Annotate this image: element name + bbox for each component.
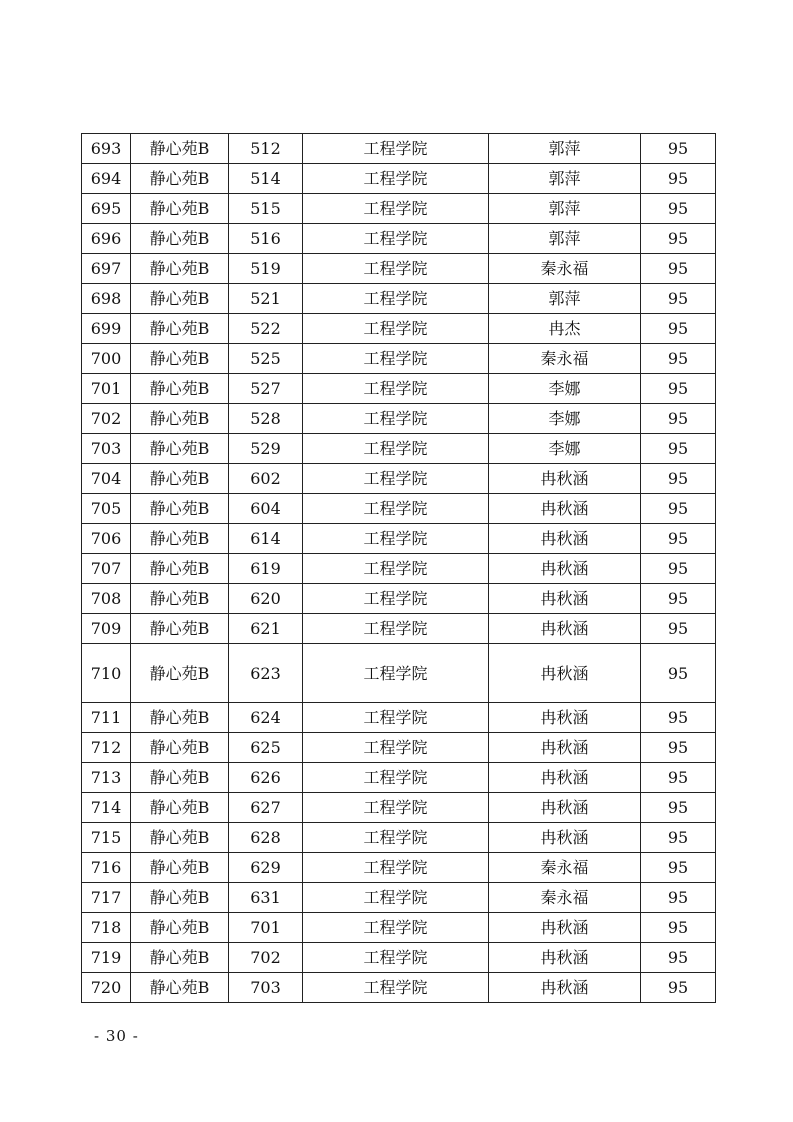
cell-room: 621 <box>229 614 303 644</box>
cell-person: 冉秋涵 <box>489 973 641 1003</box>
table-row <box>82 614 716 644</box>
cell-building: 静心苑B <box>131 554 229 584</box>
cell-college: 工程学院 <box>303 374 489 404</box>
cell-room: 525 <box>229 344 303 374</box>
cell-room: 625 <box>229 733 303 763</box>
cell-score: 95 <box>641 823 716 853</box>
cell-person: 李娜 <box>489 434 641 464</box>
cell-building: 静心苑B <box>131 793 229 823</box>
cell-person: 郭萍 <box>489 284 641 314</box>
cell-room: 628 <box>229 823 303 853</box>
cell-score: 95 <box>641 883 716 913</box>
cell-score: 95 <box>641 434 716 464</box>
cell-room: 623 <box>229 644 303 703</box>
cell-building: 静心苑B <box>131 374 229 404</box>
cell-score: 95 <box>641 464 716 494</box>
cell-building: 静心苑B <box>131 464 229 494</box>
cell-college: 工程学院 <box>303 254 489 284</box>
cell-no: 717 <box>82 883 131 913</box>
cell-score: 95 <box>641 284 716 314</box>
cell-no: 716 <box>82 853 131 883</box>
cell-room: 604 <box>229 494 303 524</box>
cell-room: 701 <box>229 913 303 943</box>
cell-room: 620 <box>229 584 303 614</box>
cell-score: 95 <box>641 703 716 733</box>
dormitory-score-table <box>81 133 716 1003</box>
cell-score: 95 <box>641 314 716 344</box>
cell-building: 静心苑B <box>131 134 229 164</box>
cell-no: 711 <box>82 703 131 733</box>
table-row <box>82 973 716 1003</box>
cell-person: 冉秋涵 <box>489 913 641 943</box>
table-row <box>82 943 716 973</box>
cell-person: 秦永福 <box>489 853 641 883</box>
cell-no: 695 <box>82 194 131 224</box>
cell-person: 郭萍 <box>489 224 641 254</box>
cell-room: 529 <box>229 434 303 464</box>
cell-score: 95 <box>641 584 716 614</box>
cell-college: 工程学院 <box>303 284 489 314</box>
cell-building: 静心苑B <box>131 703 229 733</box>
cell-college: 工程学院 <box>303 194 489 224</box>
cell-no: 710 <box>82 644 131 703</box>
cell-building: 静心苑B <box>131 194 229 224</box>
cell-person: 冉秋涵 <box>489 733 641 763</box>
table-row <box>82 284 716 314</box>
table-row <box>82 554 716 584</box>
cell-score: 95 <box>641 134 716 164</box>
cell-score: 95 <box>641 644 716 703</box>
cell-no: 700 <box>82 344 131 374</box>
cell-college: 工程学院 <box>303 554 489 584</box>
cell-score: 95 <box>641 554 716 584</box>
cell-score: 95 <box>641 344 716 374</box>
cell-room: 631 <box>229 883 303 913</box>
cell-person: 冉秋涵 <box>489 703 641 733</box>
cell-score: 95 <box>641 524 716 554</box>
cell-no: 719 <box>82 943 131 973</box>
table-row <box>82 434 716 464</box>
table-row <box>82 254 716 284</box>
cell-score: 95 <box>641 164 716 194</box>
cell-college: 工程学院 <box>303 224 489 254</box>
cell-no: 698 <box>82 284 131 314</box>
cell-score: 95 <box>641 404 716 434</box>
cell-no: 707 <box>82 554 131 584</box>
cell-room: 512 <box>229 134 303 164</box>
table-row <box>82 224 716 254</box>
cell-building: 静心苑B <box>131 524 229 554</box>
cell-person: 冉秋涵 <box>489 494 641 524</box>
cell-person: 冉秋涵 <box>489 644 641 703</box>
cell-building: 静心苑B <box>131 254 229 284</box>
cell-room: 614 <box>229 524 303 554</box>
cell-no: 694 <box>82 164 131 194</box>
cell-building: 静心苑B <box>131 883 229 913</box>
cell-room: 516 <box>229 224 303 254</box>
cell-college: 工程学院 <box>303 763 489 793</box>
cell-no: 713 <box>82 763 131 793</box>
cell-no: 709 <box>82 614 131 644</box>
cell-no: 699 <box>82 314 131 344</box>
cell-college: 工程学院 <box>303 644 489 703</box>
cell-no: 693 <box>82 134 131 164</box>
cell-college: 工程学院 <box>303 793 489 823</box>
table-row <box>82 853 716 883</box>
cell-building: 静心苑B <box>131 404 229 434</box>
table-row <box>82 374 716 404</box>
cell-person: 冉秋涵 <box>489 464 641 494</box>
cell-room: 514 <box>229 164 303 194</box>
table-row <box>82 344 716 374</box>
cell-college: 工程学院 <box>303 494 489 524</box>
cell-building: 静心苑B <box>131 344 229 374</box>
cell-room: 624 <box>229 703 303 733</box>
cell-building: 静心苑B <box>131 943 229 973</box>
cell-room: 627 <box>229 793 303 823</box>
cell-score: 95 <box>641 494 716 524</box>
dormitory-table-container <box>81 133 715 1003</box>
cell-person: 冉杰 <box>489 314 641 344</box>
cell-building: 静心苑B <box>131 913 229 943</box>
cell-score: 95 <box>641 943 716 973</box>
table-row <box>82 733 716 763</box>
cell-no: 697 <box>82 254 131 284</box>
cell-person: 秦永福 <box>489 883 641 913</box>
cell-score: 95 <box>641 194 716 224</box>
cell-college: 工程学院 <box>303 703 489 733</box>
cell-college: 工程学院 <box>303 614 489 644</box>
cell-person: 李娜 <box>489 404 641 434</box>
table-body <box>82 134 716 1003</box>
cell-building: 静心苑B <box>131 614 229 644</box>
cell-college: 工程学院 <box>303 134 489 164</box>
table-row <box>82 404 716 434</box>
table-row <box>82 883 716 913</box>
table-row <box>82 763 716 793</box>
cell-no: 712 <box>82 733 131 763</box>
cell-college: 工程学院 <box>303 524 489 554</box>
cell-no: 704 <box>82 464 131 494</box>
cell-building: 静心苑B <box>131 823 229 853</box>
cell-building: 静心苑B <box>131 644 229 703</box>
table-row <box>82 703 716 733</box>
table-row <box>82 314 716 344</box>
cell-score: 95 <box>641 614 716 644</box>
cell-room: 619 <box>229 554 303 584</box>
cell-no: 706 <box>82 524 131 554</box>
cell-building: 静心苑B <box>131 494 229 524</box>
cell-person: 郭萍 <box>489 164 641 194</box>
cell-person: 秦永福 <box>489 344 641 374</box>
cell-college: 工程学院 <box>303 943 489 973</box>
cell-building: 静心苑B <box>131 733 229 763</box>
cell-no: 720 <box>82 973 131 1003</box>
cell-college: 工程学院 <box>303 404 489 434</box>
table-row <box>82 644 716 703</box>
cell-no: 718 <box>82 913 131 943</box>
cell-college: 工程学院 <box>303 314 489 344</box>
table-row <box>82 524 716 554</box>
cell-college: 工程学院 <box>303 853 489 883</box>
table-row <box>82 494 716 524</box>
cell-college: 工程学院 <box>303 823 489 853</box>
table-row <box>82 164 716 194</box>
cell-college: 工程学院 <box>303 973 489 1003</box>
cell-room: 515 <box>229 194 303 224</box>
table-row <box>82 823 716 853</box>
cell-no: 714 <box>82 793 131 823</box>
table-row <box>82 134 716 164</box>
table-row <box>82 464 716 494</box>
cell-no: 702 <box>82 404 131 434</box>
cell-person: 冉秋涵 <box>489 793 641 823</box>
cell-room: 521 <box>229 284 303 314</box>
cell-score: 95 <box>641 793 716 823</box>
cell-college: 工程学院 <box>303 883 489 913</box>
cell-building: 静心苑B <box>131 584 229 614</box>
cell-no: 705 <box>82 494 131 524</box>
cell-college: 工程学院 <box>303 464 489 494</box>
cell-score: 95 <box>641 733 716 763</box>
cell-building: 静心苑B <box>131 164 229 194</box>
cell-room: 522 <box>229 314 303 344</box>
cell-building: 静心苑B <box>131 763 229 793</box>
cell-no: 703 <box>82 434 131 464</box>
cell-no: 708 <box>82 584 131 614</box>
cell-no: 701 <box>82 374 131 404</box>
table-row <box>82 194 716 224</box>
page-number: - 30 - <box>94 1027 139 1045</box>
cell-college: 工程学院 <box>303 584 489 614</box>
cell-room: 527 <box>229 374 303 404</box>
cell-room: 626 <box>229 763 303 793</box>
cell-person: 冉秋涵 <box>489 584 641 614</box>
cell-score: 95 <box>641 763 716 793</box>
table-row <box>82 913 716 943</box>
cell-college: 工程学院 <box>303 913 489 943</box>
cell-building: 静心苑B <box>131 434 229 464</box>
cell-score: 95 <box>641 224 716 254</box>
cell-person: 郭萍 <box>489 194 641 224</box>
cell-room: 702 <box>229 943 303 973</box>
cell-college: 工程学院 <box>303 164 489 194</box>
cell-person: 冉秋涵 <box>489 524 641 554</box>
cell-room: 629 <box>229 853 303 883</box>
cell-building: 静心苑B <box>131 314 229 344</box>
cell-room: 528 <box>229 404 303 434</box>
cell-building: 静心苑B <box>131 224 229 254</box>
cell-score: 95 <box>641 374 716 404</box>
table-row <box>82 584 716 614</box>
cell-score: 95 <box>641 853 716 883</box>
cell-college: 工程学院 <box>303 733 489 763</box>
cell-person: 冉秋涵 <box>489 554 641 584</box>
cell-person: 冉秋涵 <box>489 763 641 793</box>
cell-building: 静心苑B <box>131 284 229 314</box>
cell-score: 95 <box>641 254 716 284</box>
cell-no: 715 <box>82 823 131 853</box>
cell-room: 602 <box>229 464 303 494</box>
cell-score: 95 <box>641 913 716 943</box>
cell-person: 冉秋涵 <box>489 614 641 644</box>
cell-no: 696 <box>82 224 131 254</box>
cell-building: 静心苑B <box>131 853 229 883</box>
table-row <box>82 793 716 823</box>
cell-college: 工程学院 <box>303 344 489 374</box>
cell-room: 519 <box>229 254 303 284</box>
cell-person: 李娜 <box>489 374 641 404</box>
cell-college: 工程学院 <box>303 434 489 464</box>
cell-room: 703 <box>229 973 303 1003</box>
cell-building: 静心苑B <box>131 973 229 1003</box>
cell-score: 95 <box>641 973 716 1003</box>
cell-person: 冉秋涵 <box>489 823 641 853</box>
cell-person: 郭萍 <box>489 134 641 164</box>
cell-person: 冉秋涵 <box>489 943 641 973</box>
cell-person: 秦永福 <box>489 254 641 284</box>
